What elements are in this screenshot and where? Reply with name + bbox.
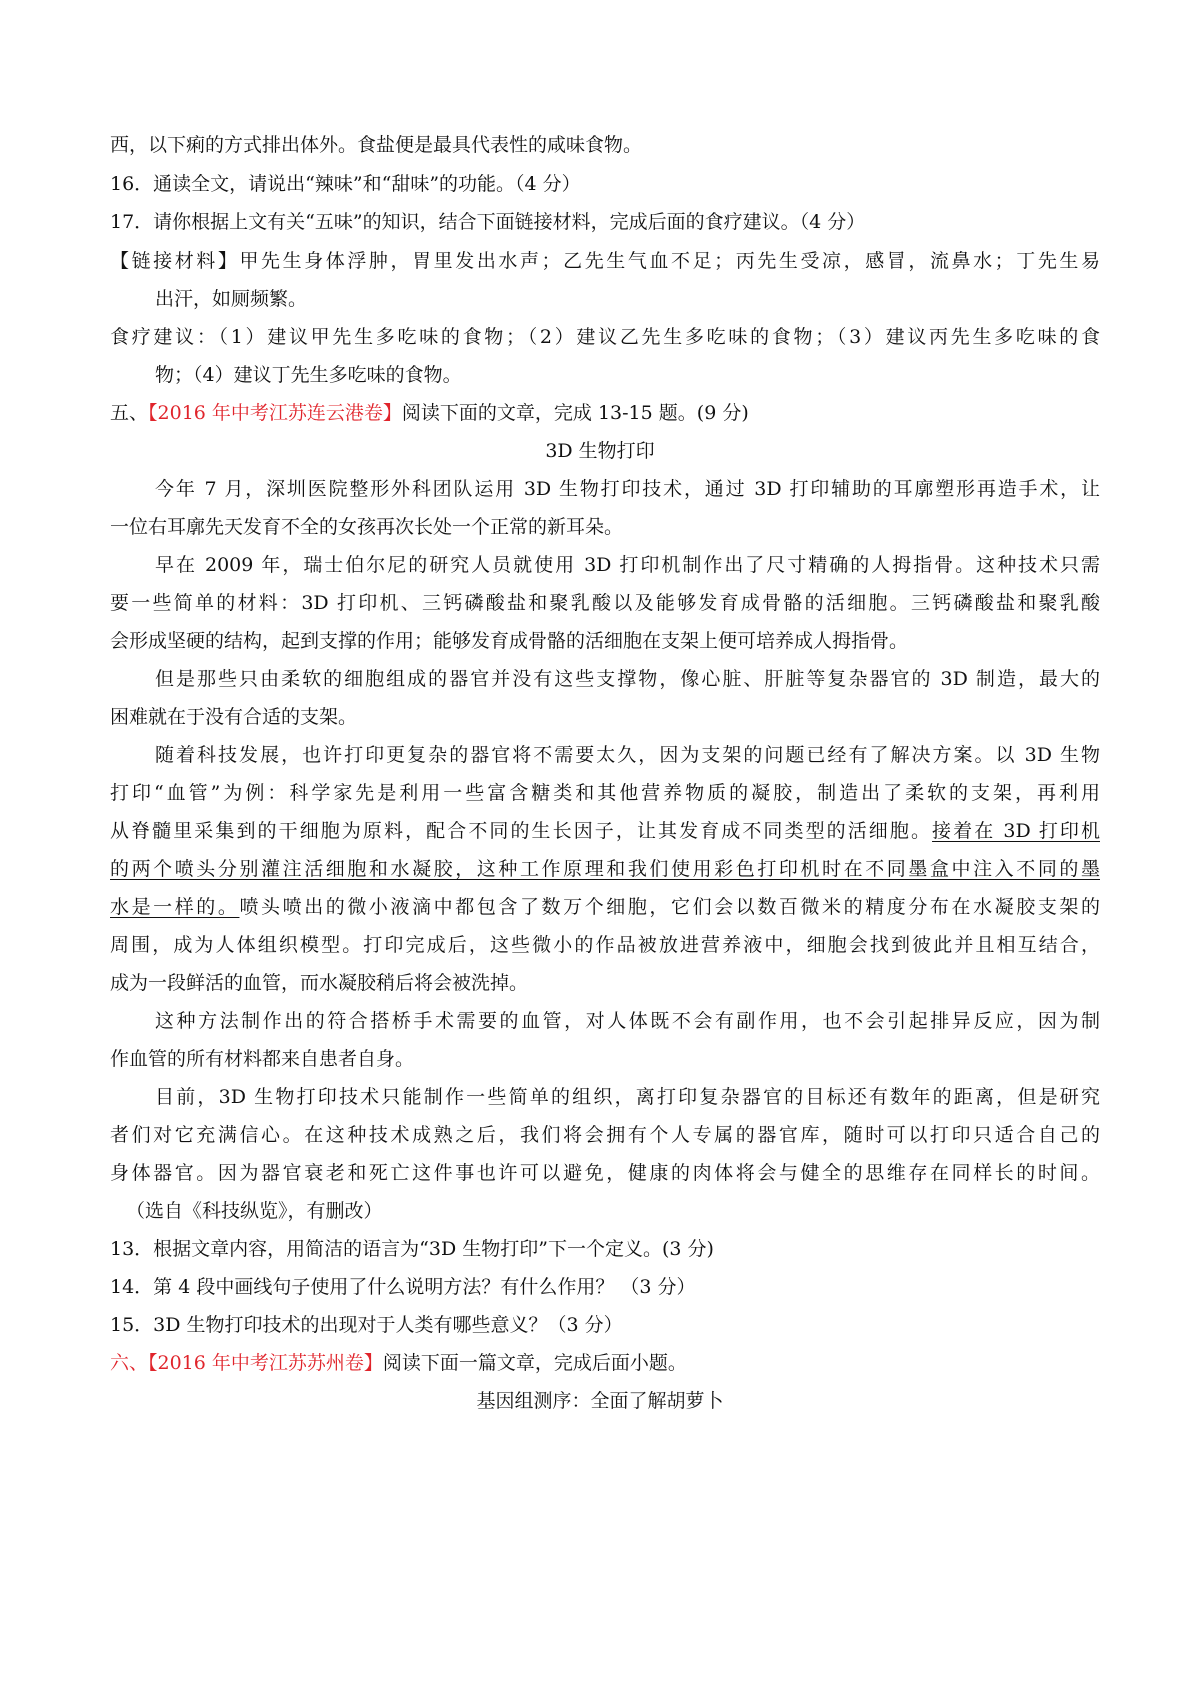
section-6-source: 六、【2016 年中考江苏苏州卷】 — [110, 1352, 383, 1374]
paragraph-3-line-1: 但是那些只由柔软的细胞组成的器官并没有这些支撑物，像心脏、肝脏等复杂器官的 3D 制造，最大的 — [155, 668, 1100, 690]
diet-advice-line-1: 食疗建议：（1）建议甲先生多吃味的食物；（2）建议乙先生多吃味的食物；（3）建议丙先生多吃味的食 — [110, 326, 1100, 348]
underlined-sentence-middle: 的两个喷头分别灌注活细胞和水凝胶，这种工作原理和我们使用彩色打印机时在不同墨盒中注入不同的墨 — [110, 858, 1100, 880]
question-13: 13．根据文章内容，用简洁的语言为“3D 生物打印”下一个定义。(3 分) — [110, 1238, 714, 1260]
paragraph-4-line-1: 随着科技发展，也许打印更复杂的器官将不需要太久，因为支架的问题已经有了解决方案。以 3D 生物 — [155, 744, 1100, 766]
underlined-sentence-end: 水是一样的。 — [110, 896, 240, 918]
paragraph-1-line-1: 今年 7 月，深圳医院整形外科团队运用 3D 生物打印技术，通过 3D 打印辅助的耳廓塑形再造手术，让 — [155, 478, 1100, 500]
question-17: 17．请你根据上文有关“五味”的知识，结合下面链接材料，完成后面的食疗建议。（4 分） — [110, 211, 866, 233]
section-6-heading — [110, 1351, 687, 1375]
paragraph-3-line-2: 困难就在于没有合适的支架。 — [110, 706, 358, 728]
underlined-sentence-start: 接着在 3D 打印机 — [932, 820, 1100, 842]
question-14: 14．第 4 段中画线句子使用了什么说明方法？有什么作用？ （3 分） — [110, 1276, 696, 1298]
paragraph-6-line-3: 身体器官。因为器官衰老和死亡这件事也许可以避免，健康的肉体将会与健全的思维存在同样长的时间。 — [110, 1162, 1100, 1184]
link-material-line-2: 出汗，如厕频繁。 — [155, 288, 308, 310]
paragraph-4-line-7: 成为一段鲜活的血管，而水凝胶稍后将会被洗掉。 — [110, 972, 529, 994]
paragraph-6-line-2: 者们对它充满信心。在这种技术成熟之后，我们将会拥有个人专属的器官库，随时可以打印只适合自己的 — [110, 1124, 1100, 1146]
paragraph-4-line-5-plain: 喷头喷出的微小液滴中都包含了数万个细胞，它们会以数百微米的精度分布在水凝胶支架的 — [239, 896, 1100, 918]
question-15: 15．3D 生物打印技术的出现对于人类有哪些意义？（3 分） — [110, 1314, 623, 1336]
paragraph-4-line-2: 打印“血管”为例：科学家先是利用一些富含糖类和其他营养物质的凝胶，制造出了柔软的支架，再利用 — [110, 782, 1100, 804]
section-6-instruction: 阅读下面一篇文章，完成后面小题。 — [382, 1352, 687, 1374]
section-5-prefix: 五、 — [110, 402, 149, 424]
paragraph-5-line-2: 作血管的所有材料都来自患者自身。 — [110, 1048, 415, 1070]
next-article-title: 基因组测序：全面了解胡萝卜 — [476, 1390, 724, 1412]
citation: （选自《科技纵览》，有删改） — [126, 1200, 383, 1222]
paragraph-2-line-2: 要一些简单的材料：3D 打印机、三钙磷酸盐和聚乳酸以及能够发育成骨骼的活细胞。三钙磷酸盐和聚乳酸 — [110, 592, 1100, 614]
paragraph-4-line-6: 周围，成为人体组织模型。打印完成后，这些微小的作品被放进营养液中，细胞会找到彼此并且相互结合， — [110, 934, 1100, 956]
paragraph-6-line-1: 目前，3D 生物打印技术只能制作一些简单的组织，离打印复杂器官的目标还有数年的距离，但是研究 — [155, 1086, 1100, 1108]
paragraph-4-line-5 — [110, 895, 1100, 919]
paragraph-2-line-1: 早在 2009 年，瑞士伯尔尼的研究人员就使用 3D 打印机制作出了尺寸精确的人拇指骨。这种技术只需 — [155, 554, 1100, 576]
section-5-instruction: 阅读下面的文章，完成 13-15 题。(9 分) — [401, 402, 749, 424]
section-5-heading — [110, 401, 749, 425]
section-5-source: 【2016 年中考江苏连云港卷】 — [148, 402, 402, 424]
question-16: 16．通读全文，请说出“辣味”和“甜味”的功能。（4 分） — [110, 173, 581, 195]
paragraph-2-line-3: 会形成坚硬的结构，起到支撑的作用；能够发育成骨骼的活细胞在支架上便可培养成人拇指骨。 — [110, 630, 909, 652]
diet-advice-line-2: 物；（4）建议丁先生多吃味的食物。 — [155, 364, 462, 386]
paragraph-4-line-3-plain: 从脊髓里采集到的干细胞为原料，配合不同的生长因子，让其发育成不同类型的活细胞。 — [110, 820, 933, 842]
paragraph-5-line-1: 这种方法制作出的符合搭桥手术需要的血管，对人体既不会有副作用，也不会引起排异反应，因为制 — [155, 1010, 1100, 1032]
paragraph-4-line-3 — [110, 819, 1100, 843]
article-title: 3D 生物打印 — [545, 440, 655, 462]
paragraph-1-line-2: 一位右耳廓先天发育不全的女孩再次长处一个正常的新耳朵。 — [110, 516, 624, 538]
link-material-line-1: 【链接材料】甲先生身体浮肿，胃里发出水声；乙先生气血不足；丙先生受凉，感冒，流鼻水；丁先生易 — [110, 250, 1100, 272]
intro-tail: 西，以下痢的方式排出体外。食盐便是最具代表性的咸味食物。 — [110, 134, 643, 156]
